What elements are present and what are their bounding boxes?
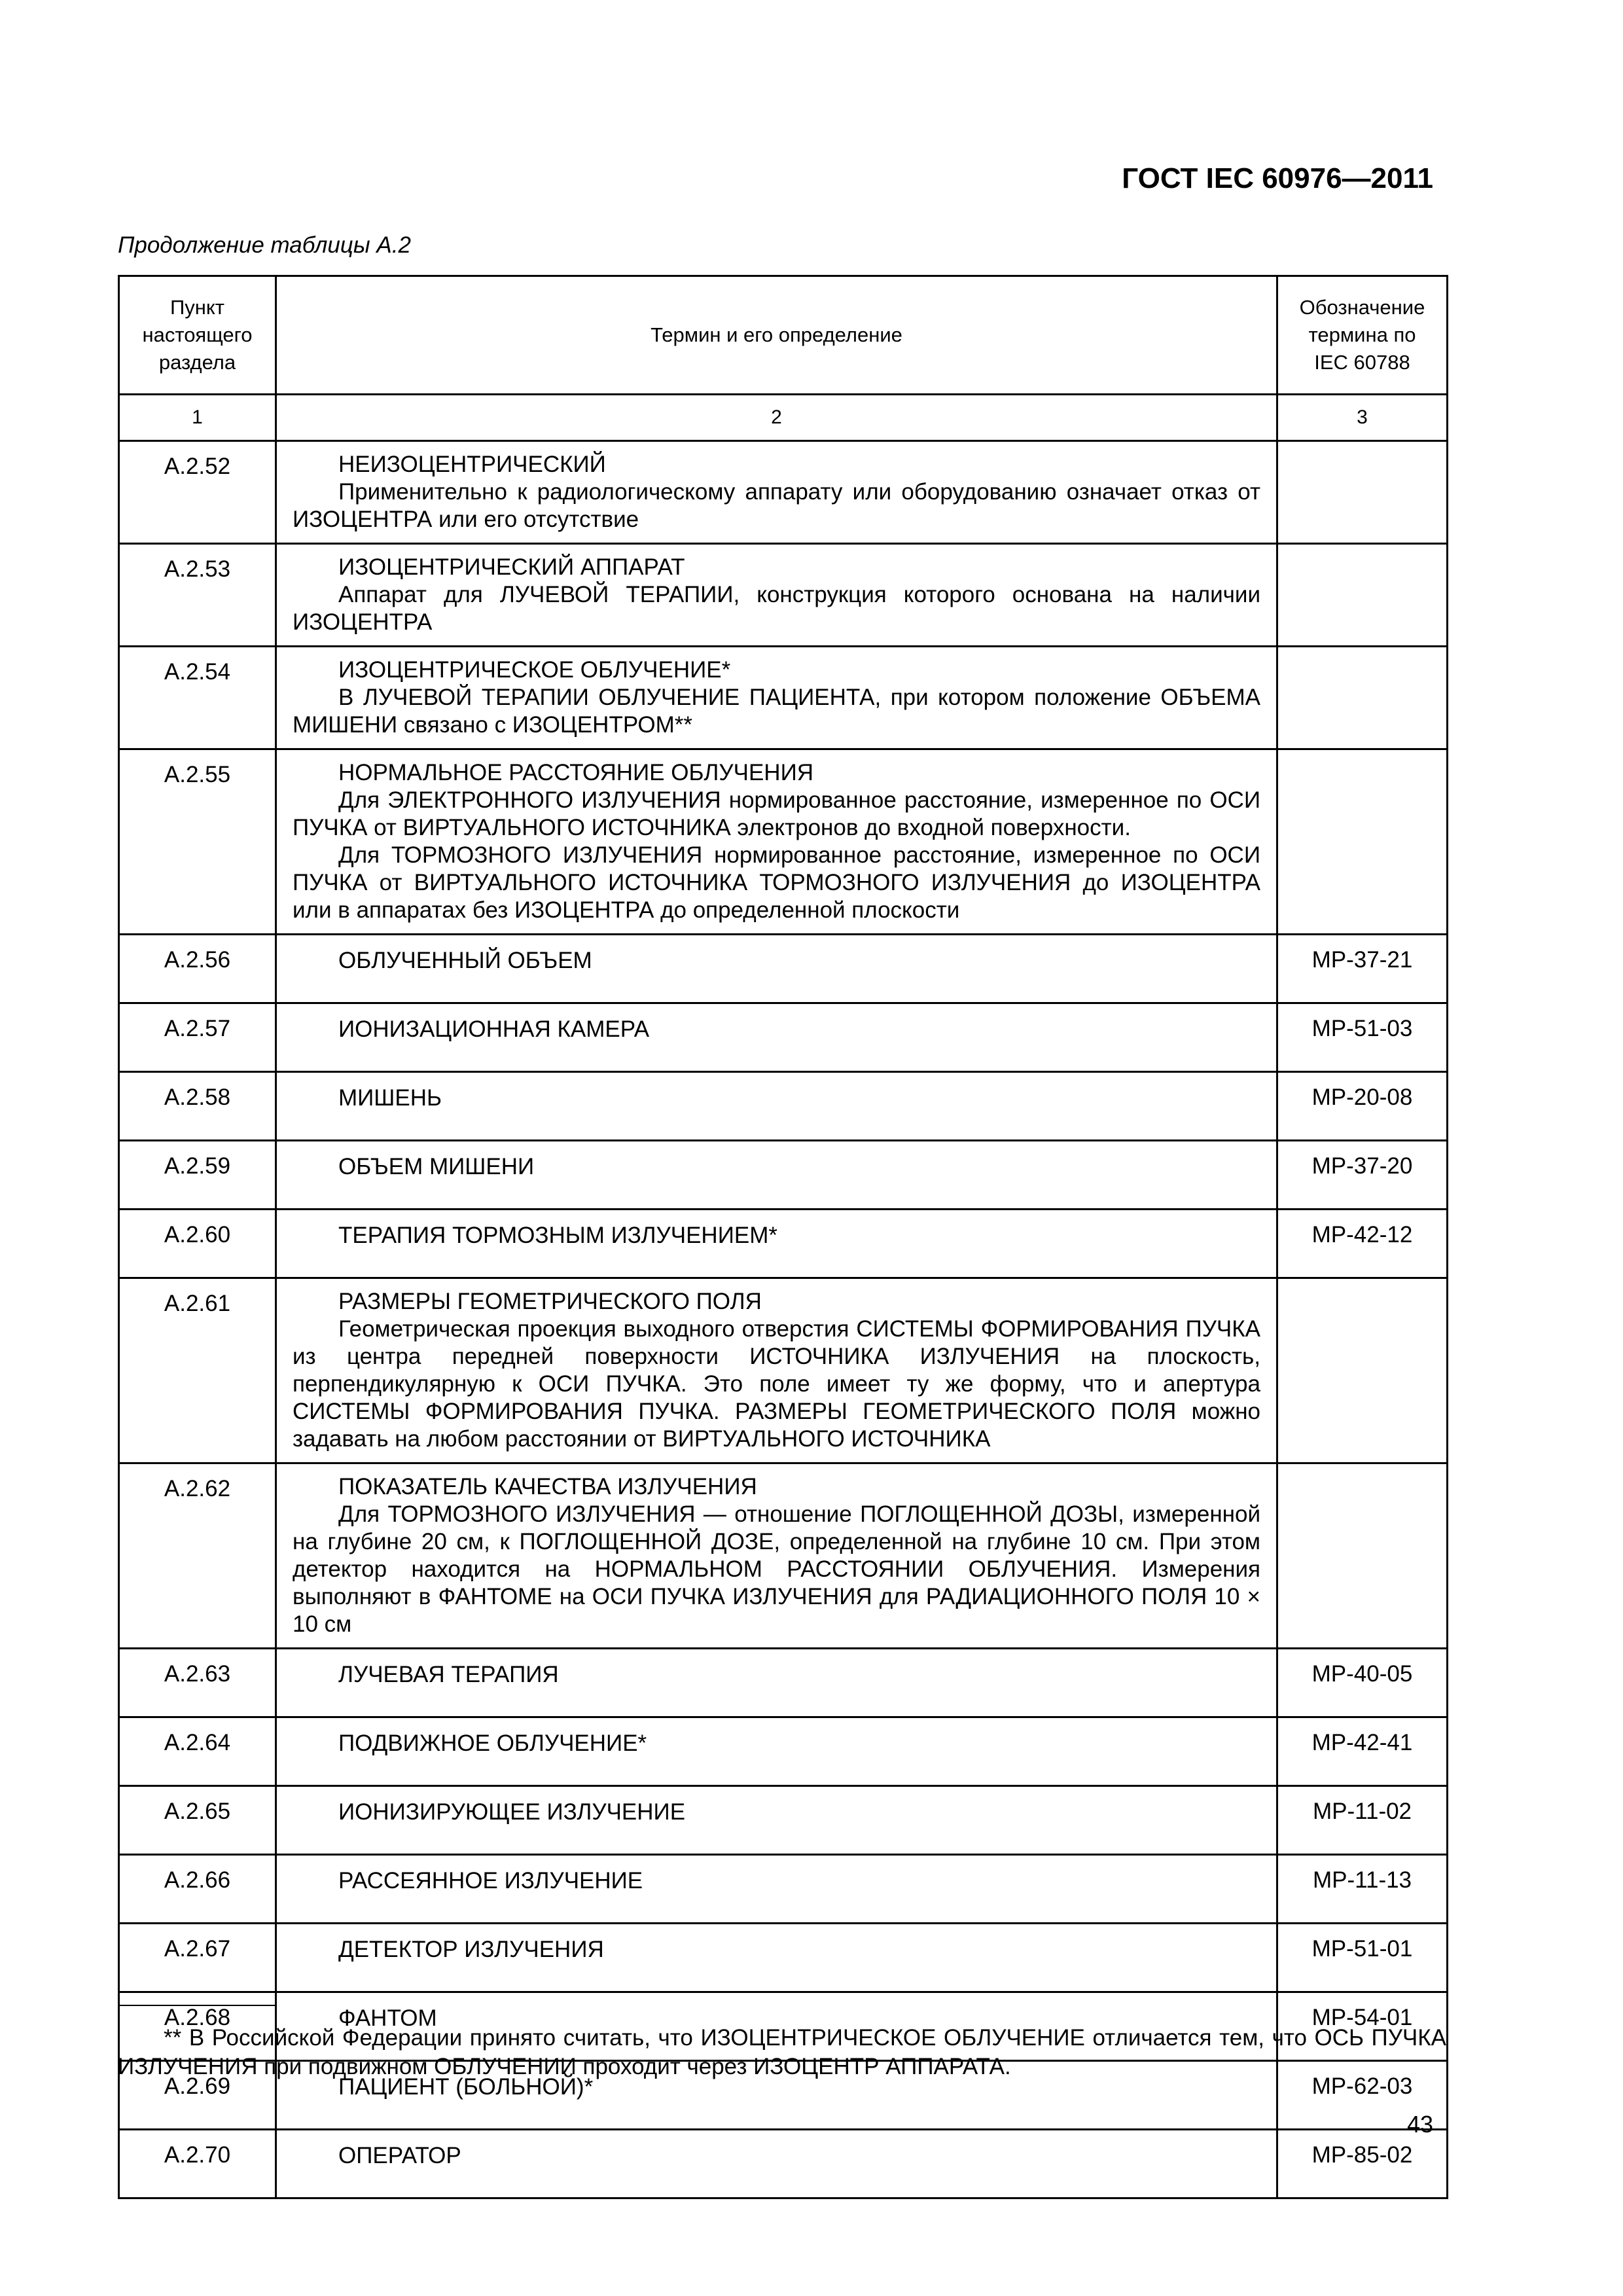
table-row bbox=[119, 1786, 1448, 1855]
term-cell bbox=[276, 749, 1277, 935]
section-number-cell: А.2.54 bbox=[119, 647, 276, 749]
term-cell bbox=[276, 1210, 1277, 1278]
section-number-cell: А.2.58 bbox=[119, 1072, 276, 1141]
iec-code-cell: MP-51-03 bbox=[1277, 1003, 1448, 1072]
term-name: ОБЛУЧЕННЫЙ ОБЪЕМ bbox=[338, 948, 592, 973]
term-definition: Применительно к радиологическому аппарату или оборудованию означает отказ от ИЗОЦЕНТРА или его отсутствие bbox=[293, 479, 1260, 532]
table-row bbox=[119, 1072, 1448, 1141]
iec-code-cell: MP-37-20 bbox=[1277, 1141, 1448, 1210]
iec-code-cell: MP-42-12 bbox=[1277, 1210, 1448, 1278]
section-number-cell: А.2.70 bbox=[119, 2130, 276, 2198]
table-row bbox=[119, 1210, 1448, 1278]
term-name: ДЕТЕКТОР ИЗЛУЧЕНИЯ bbox=[338, 1937, 604, 1962]
term-name: ИОНИЗИРУЮЩЕЕ ИЗЛУЧЕНИЕ bbox=[338, 1799, 686, 1825]
table-row bbox=[119, 1924, 1448, 1992]
section-number-cell: А.2.63 bbox=[119, 1649, 276, 1717]
header-term-definition: Термин и его определение bbox=[276, 276, 1277, 395]
term-name: РАЗМЕРЫ ГЕОМЕТРИЧЕСКОГО ПОЛЯ bbox=[338, 1289, 762, 1314]
term-definition: Для ТОРМОЗНОГО ИЗЛУЧЕНИЯ — отношение ПОГЛОЩЕННОЙ ДОЗЫ, измеренной на глубине 20 см, к ПОГЛОЩЕННОЙ ДОЗЕ, определенной на глубине 10 см. При этом детектор находится на НОРМАЛЬНОМ РАССТОЯНИИ ОБЛУЧЕНИЯ. Измерения выполняют в ФАНТОМЕ на ОСИ ПУЧКА ИЗЛУЧЕНИЯ для РАДИАЦИОННОГО ПОЛЯ 10 × 10 см bbox=[293, 1501, 1260, 1637]
term-name: ИЗОЦЕНТРИЧЕСКОЕ ОБЛУЧЕНИЕ* bbox=[338, 657, 731, 683]
term-definition: Для ЭЛЕКТРОННОГО ИЗЛУЧЕНИЯ нормированное расстояние, измеренное по ОСИ ПУЧКА от ВИРТУАЛЬНОГО ИСТОЧНИКА электронов до входной поверхности. bbox=[293, 787, 1260, 840]
iec-code-cell: MP-20-08 bbox=[1277, 1072, 1448, 1141]
iec-code-cell: MP-85-02 bbox=[1277, 2130, 1448, 2198]
section-number-cell: А.2.57 bbox=[119, 1003, 276, 1072]
iec-code-cell: MP-54-01 bbox=[1277, 1992, 1448, 2061]
header-line: IEC 60788 bbox=[1314, 351, 1410, 374]
table-row bbox=[119, 2130, 1448, 2198]
table-row bbox=[119, 749, 1448, 935]
table-header-row bbox=[119, 276, 1448, 395]
page-number: 43 bbox=[1406, 2111, 1433, 2138]
iec-code-cell bbox=[1277, 647, 1448, 749]
term-name: ОПЕРАТОР bbox=[338, 2143, 461, 2168]
column-number: 1 bbox=[119, 395, 276, 441]
footnote: ** В Российской Федерации принято считать, что ИЗОЦЕНТРИЧЕСКОЕ ОБЛУЧЕНИЕ отличается тем, что ОСЬ ПУЧКА ИЗЛУЧЕНИЯ при подвижном ОБЛУЧЕНИИ проходит через ИЗОЦЕНТР АППАРАТА. bbox=[118, 2025, 1446, 2079]
term-name: НЕИЗОЦЕНТРИЧЕСКИЙ bbox=[338, 452, 606, 477]
iec-code-cell bbox=[1277, 749, 1448, 935]
section-number-cell: А.2.60 bbox=[119, 1210, 276, 1278]
section-number-cell: А.2.61 bbox=[119, 1278, 276, 1463]
term-cell bbox=[276, 1649, 1277, 1717]
term-cell bbox=[276, 1855, 1277, 1924]
iec-code-cell bbox=[1277, 1463, 1448, 1649]
header-section-number bbox=[119, 276, 276, 395]
term-name: ПОДВИЖНОЕ ОБЛУЧЕНИЕ* bbox=[338, 1731, 647, 1756]
section-number-cell: А.2.66 bbox=[119, 1855, 276, 1924]
table-row bbox=[119, 1141, 1448, 1210]
header-line: раздела bbox=[158, 351, 236, 374]
iec-code-cell: MP-42-41 bbox=[1277, 1717, 1448, 1786]
header-iec-code bbox=[1277, 276, 1448, 395]
iec-code-cell bbox=[1277, 544, 1448, 647]
term-cell bbox=[276, 1463, 1277, 1649]
term-name: ПОКАЗАТЕЛЬ КАЧЕСТВА ИЗЛУЧЕНИЯ bbox=[338, 1474, 757, 1499]
term-cell bbox=[276, 441, 1277, 544]
term-name: ИЗОЦЕНТРИЧЕСКИЙ АППАРАТ bbox=[338, 554, 685, 580]
table-row bbox=[119, 1463, 1448, 1649]
term-cell bbox=[276, 1278, 1277, 1463]
iec-code-cell: MP-37-21 bbox=[1277, 935, 1448, 1003]
table-row bbox=[119, 1278, 1448, 1463]
section-number-cell: А.2.67 bbox=[119, 1924, 276, 1992]
table-caption: Продолжение таблицы А.2 bbox=[118, 232, 411, 258]
term-name: ПАЦИЕНТ (БОЛЬНОЙ)* bbox=[338, 2074, 594, 2100]
section-number-cell: А.2.53 bbox=[119, 544, 276, 647]
table-body bbox=[119, 441, 1448, 2198]
header-line: Пункт bbox=[169, 296, 224, 319]
document-code: ГОСТ IEC 60976—2011 bbox=[1122, 162, 1433, 194]
section-number-cell: А.2.52 bbox=[119, 441, 276, 544]
iec-code-cell bbox=[1277, 1278, 1448, 1463]
table-row bbox=[119, 1003, 1448, 1072]
term-name: МИШЕНЬ bbox=[338, 1085, 442, 1111]
term-cell bbox=[276, 1786, 1277, 1855]
section-number-cell: А.2.64 bbox=[119, 1717, 276, 1786]
section-number-cell: А.2.68 bbox=[119, 1992, 276, 2061]
iec-code-cell: MP-51-01 bbox=[1277, 1924, 1448, 1992]
term-cell bbox=[276, 2130, 1277, 2198]
table-row bbox=[119, 441, 1448, 544]
term-name: ФАНТОМ bbox=[338, 2005, 437, 2031]
header-line: Обозначение bbox=[1299, 296, 1425, 319]
term-name: РАССЕЯННОЕ ИЗЛУЧЕНИЕ bbox=[338, 1868, 643, 1893]
term-cell bbox=[276, 1141, 1277, 1210]
term-cell bbox=[276, 1072, 1277, 1141]
iec-code-cell: MP-11-13 bbox=[1277, 1855, 1448, 1924]
table-row bbox=[119, 1717, 1448, 1786]
term-name: НОРМАЛЬНОЕ РАССТОЯНИЕ ОБЛУЧЕНИЯ bbox=[338, 760, 814, 785]
column-number: 3 bbox=[1277, 395, 1448, 441]
iec-code-cell: MP-11-02 bbox=[1277, 1786, 1448, 1855]
table-row bbox=[119, 1855, 1448, 1924]
term-name: ОБЪЕМ МИШЕНИ bbox=[338, 1154, 535, 1179]
section-number-cell: А.2.59 bbox=[119, 1141, 276, 1210]
term-cell bbox=[276, 935, 1277, 1003]
term-cell bbox=[276, 544, 1277, 647]
term-name: ИОНИЗАЦИОННАЯ КАМЕРА bbox=[338, 1016, 650, 1042]
section-number-cell: А.2.62 bbox=[119, 1463, 276, 1649]
header-line: настоящего bbox=[142, 323, 253, 346]
term-definition: Для ТОРМОЗНОГО ИЗЛУЧЕНИЯ нормированное расстояние, измеренное по ОСИ ПУЧКА от ВИРТУАЛЬНОГО ИСТОЧНИКА ТОРМОЗНОГО ИЗЛУЧЕНИЯ до ИЗОЦЕНТРА или в аппаратах без ИЗОЦЕНТРА до определенной плоскости bbox=[293, 842, 1260, 923]
section-number-cell: А.2.56 bbox=[119, 935, 276, 1003]
term-definition: Аппарат для ЛУЧЕВОЙ ТЕРАПИИ, конструкция которого основана на наличии ИЗОЦЕНТРА bbox=[293, 582, 1260, 635]
iec-code-cell: MP-40-05 bbox=[1277, 1649, 1448, 1717]
column-number-row bbox=[119, 395, 1448, 441]
iec-code-cell bbox=[1277, 441, 1448, 544]
term-definition: Геометрическая проекция выходного отверстия СИСТЕМЫ ФОРМИРОВАНИЯ ПУЧКА из центра передней поверхности ИСТОЧНИКА ИЗЛУЧЕНИЯ на плоскость, перпендикулярную к ОСИ ПУЧКА. Это поле имеет ту же форму, что и апертура СИСТЕМЫ ФОРМИРОВАНИЯ ПУЧКА. РАЗМЕРЫ ГЕОМЕТРИЧЕСКОГО ПОЛЯ можно задавать на любом расстоянии от ВИРТУАЛЬНОГО ИСТОЧНИКА bbox=[293, 1316, 1260, 1452]
term-definition: В ЛУЧЕВОЙ ТЕРАПИИ ОБЛУЧЕНИЕ ПАЦИЕНТА, при котором положение ОБЪЕМА МИШЕНИ связано с ИЗОЦЕНТРОМ** bbox=[293, 685, 1260, 738]
header-line: термина по bbox=[1308, 323, 1416, 346]
terms-table bbox=[118, 275, 1448, 2199]
section-number-cell: А.2.65 bbox=[119, 1786, 276, 1855]
table-row bbox=[119, 935, 1448, 1003]
term-name: ЛУЧЕВАЯ ТЕРАПИЯ bbox=[338, 1662, 559, 1687]
term-cell bbox=[276, 647, 1277, 749]
footnote-divider bbox=[118, 2005, 275, 2006]
table-row bbox=[119, 544, 1448, 647]
table-row bbox=[119, 1649, 1448, 1717]
table-row bbox=[119, 647, 1448, 749]
column-number: 2 bbox=[276, 395, 1277, 441]
term-cell bbox=[276, 1003, 1277, 1072]
term-cell bbox=[276, 1717, 1277, 1786]
section-number-cell: А.2.69 bbox=[119, 2061, 276, 2130]
section-number-cell: А.2.55 bbox=[119, 749, 276, 935]
term-name: ТЕРАПИЯ ТОРМОЗНЫМ ИЗЛУЧЕНИЕМ* bbox=[338, 1223, 777, 1248]
term-cell bbox=[276, 1924, 1277, 1992]
iec-code-cell: MP-62-03 bbox=[1277, 2061, 1448, 2130]
